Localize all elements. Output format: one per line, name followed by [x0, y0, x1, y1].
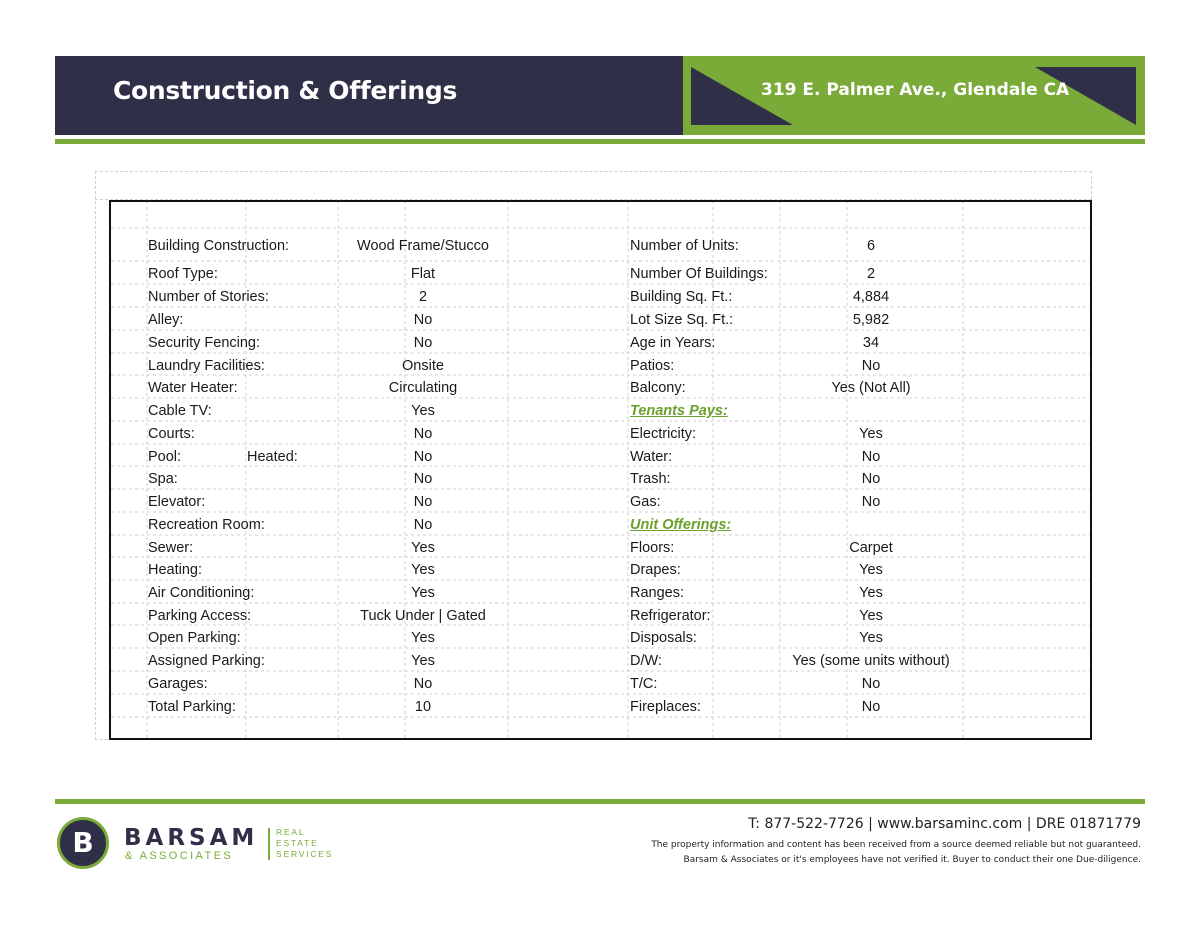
page-title: Construction & Offerings: [113, 76, 458, 105]
row-label: Lot Size Sq. Ft.:: [630, 312, 734, 328]
section-heading: Unit Offerings:: [630, 517, 732, 533]
row-label: Water Heater:: [148, 380, 238, 396]
row-label: Electricity:: [630, 426, 697, 442]
row-label: Open Parking:: [148, 630, 241, 646]
row-label: D/W:: [630, 653, 662, 669]
row-value: 2: [866, 266, 876, 282]
row-value: Yes: [859, 426, 883, 442]
company-tagline: [276, 827, 338, 860]
row-value: No: [861, 676, 881, 692]
row-label: Laundry Facilities:: [148, 358, 265, 374]
row-value: Carpet: [849, 540, 893, 556]
row-label: Water:: [630, 449, 673, 465]
disclaimer: [651, 838, 1141, 868]
row-label: Number Of Buildings:: [630, 266, 768, 282]
row-label: Total Parking:: [148, 699, 236, 715]
row-value: Tuck Under | Gated: [360, 608, 486, 624]
row-value: 5,982: [852, 312, 890, 328]
row-label: Recreation Room:: [148, 517, 265, 533]
row-value: No: [861, 699, 881, 715]
row-value: No: [413, 517, 433, 533]
row-label: Air Conditioning:: [148, 585, 255, 601]
row-value: No: [413, 335, 433, 351]
row-value: Yes: [411, 653, 435, 669]
row-label: Assigned Parking:: [148, 653, 265, 669]
row-label: Parking Access:: [148, 608, 252, 624]
row-label: Sewer:: [148, 540, 194, 556]
row-value: No: [413, 676, 433, 692]
row-value: 34: [862, 335, 880, 351]
company-subname: & ASSOCIATES: [125, 850, 234, 862]
row-value: Yes: [411, 562, 435, 578]
row-label: Balcony:: [630, 380, 686, 396]
row-value: Yes (Not All): [831, 380, 911, 396]
row-value: No: [413, 312, 433, 328]
row-label: T/C:: [630, 676, 658, 692]
row-label: Trash:: [630, 471, 671, 487]
row-value: No: [861, 449, 881, 465]
company-name: BARSAM: [124, 825, 259, 851]
row-value: Yes: [411, 540, 435, 556]
row-label: Number of Units:: [630, 238, 739, 254]
company-logo-icon: B: [57, 817, 109, 869]
row-value: Yes: [411, 585, 435, 601]
row-value: Onsite: [402, 358, 444, 374]
row-label: Ranges:: [630, 585, 685, 601]
row-value: Yes: [859, 608, 883, 624]
row-label: Building Sq. Ft.:: [630, 289, 733, 305]
row-label: Disposals:: [630, 630, 697, 646]
row-value: Yes: [859, 630, 883, 646]
row-value: 4,884: [852, 289, 890, 305]
row-value: No: [413, 449, 433, 465]
row-value: 6: [866, 238, 876, 254]
row-value: No: [861, 494, 881, 510]
row-label: Heating:: [148, 562, 203, 578]
row-value: Yes: [859, 585, 883, 601]
row-label: Roof Type:: [148, 266, 218, 282]
row-value: Yes: [859, 562, 883, 578]
tagline-line: ESTATE: [276, 838, 319, 848]
row-value: No: [861, 471, 881, 487]
row-label: Fireplaces:: [630, 699, 701, 715]
row-value: 10: [414, 699, 432, 715]
row-value: Yes (some units without): [792, 653, 950, 669]
property-address: 319 E. Palmer Ave., Glendale CA: [761, 80, 1070, 100]
row-label: Alley:: [148, 312, 184, 328]
row-sublabel: Heated:: [247, 449, 298, 465]
row-value: Flat: [410, 266, 436, 282]
row-label: Number of Stories:: [148, 289, 269, 305]
contact-info: T: 877-522-7726 | www.barsaminc.com | DRE 01871779: [748, 816, 1141, 832]
row-value: 2: [418, 289, 428, 305]
row-label: Courts:: [148, 426, 195, 442]
row-label: Drapes:: [630, 562, 681, 578]
row-label: Patios:: [630, 358, 675, 374]
row-value: No: [861, 358, 881, 374]
row-value: No: [413, 426, 433, 442]
row-label: Cable TV:: [148, 403, 212, 419]
row-label: Security Fencing:: [148, 335, 261, 351]
row-label: Refrigerator:: [630, 608, 711, 624]
row-label: Garages:: [148, 676, 208, 692]
row-label: Pool:: [148, 449, 182, 465]
row-value: No: [413, 494, 433, 510]
disclaimer-line: The property information and content has been received from a source deemed reliable but not guaranteed.: [651, 840, 1141, 850]
row-value: Yes: [411, 630, 435, 646]
row-label: Spa:: [148, 471, 178, 487]
row-value: No: [413, 471, 433, 487]
tagline-line: REAL: [276, 827, 306, 837]
row-value: Wood Frame/Stucco: [357, 238, 489, 254]
logo-divider: [268, 828, 270, 860]
row-label: Floors:: [630, 540, 675, 556]
row-label: Age in Years:: [630, 335, 716, 351]
disclaimer-line: Barsam & Associates or it's employees have not verified it. Buyer to conduct their one Due-diligence.: [683, 855, 1141, 865]
footer-rule: [55, 799, 1145, 804]
row-label: Elevator:: [148, 494, 206, 510]
row-label: Gas:: [630, 494, 661, 510]
row-label: Building Construction:: [148, 238, 290, 254]
row-value: Yes: [411, 403, 435, 419]
row-value: Circulating: [388, 380, 458, 396]
tagline-line: SERVICES: [276, 849, 334, 859]
section-heading: Tenants Pays:: [630, 403, 728, 419]
